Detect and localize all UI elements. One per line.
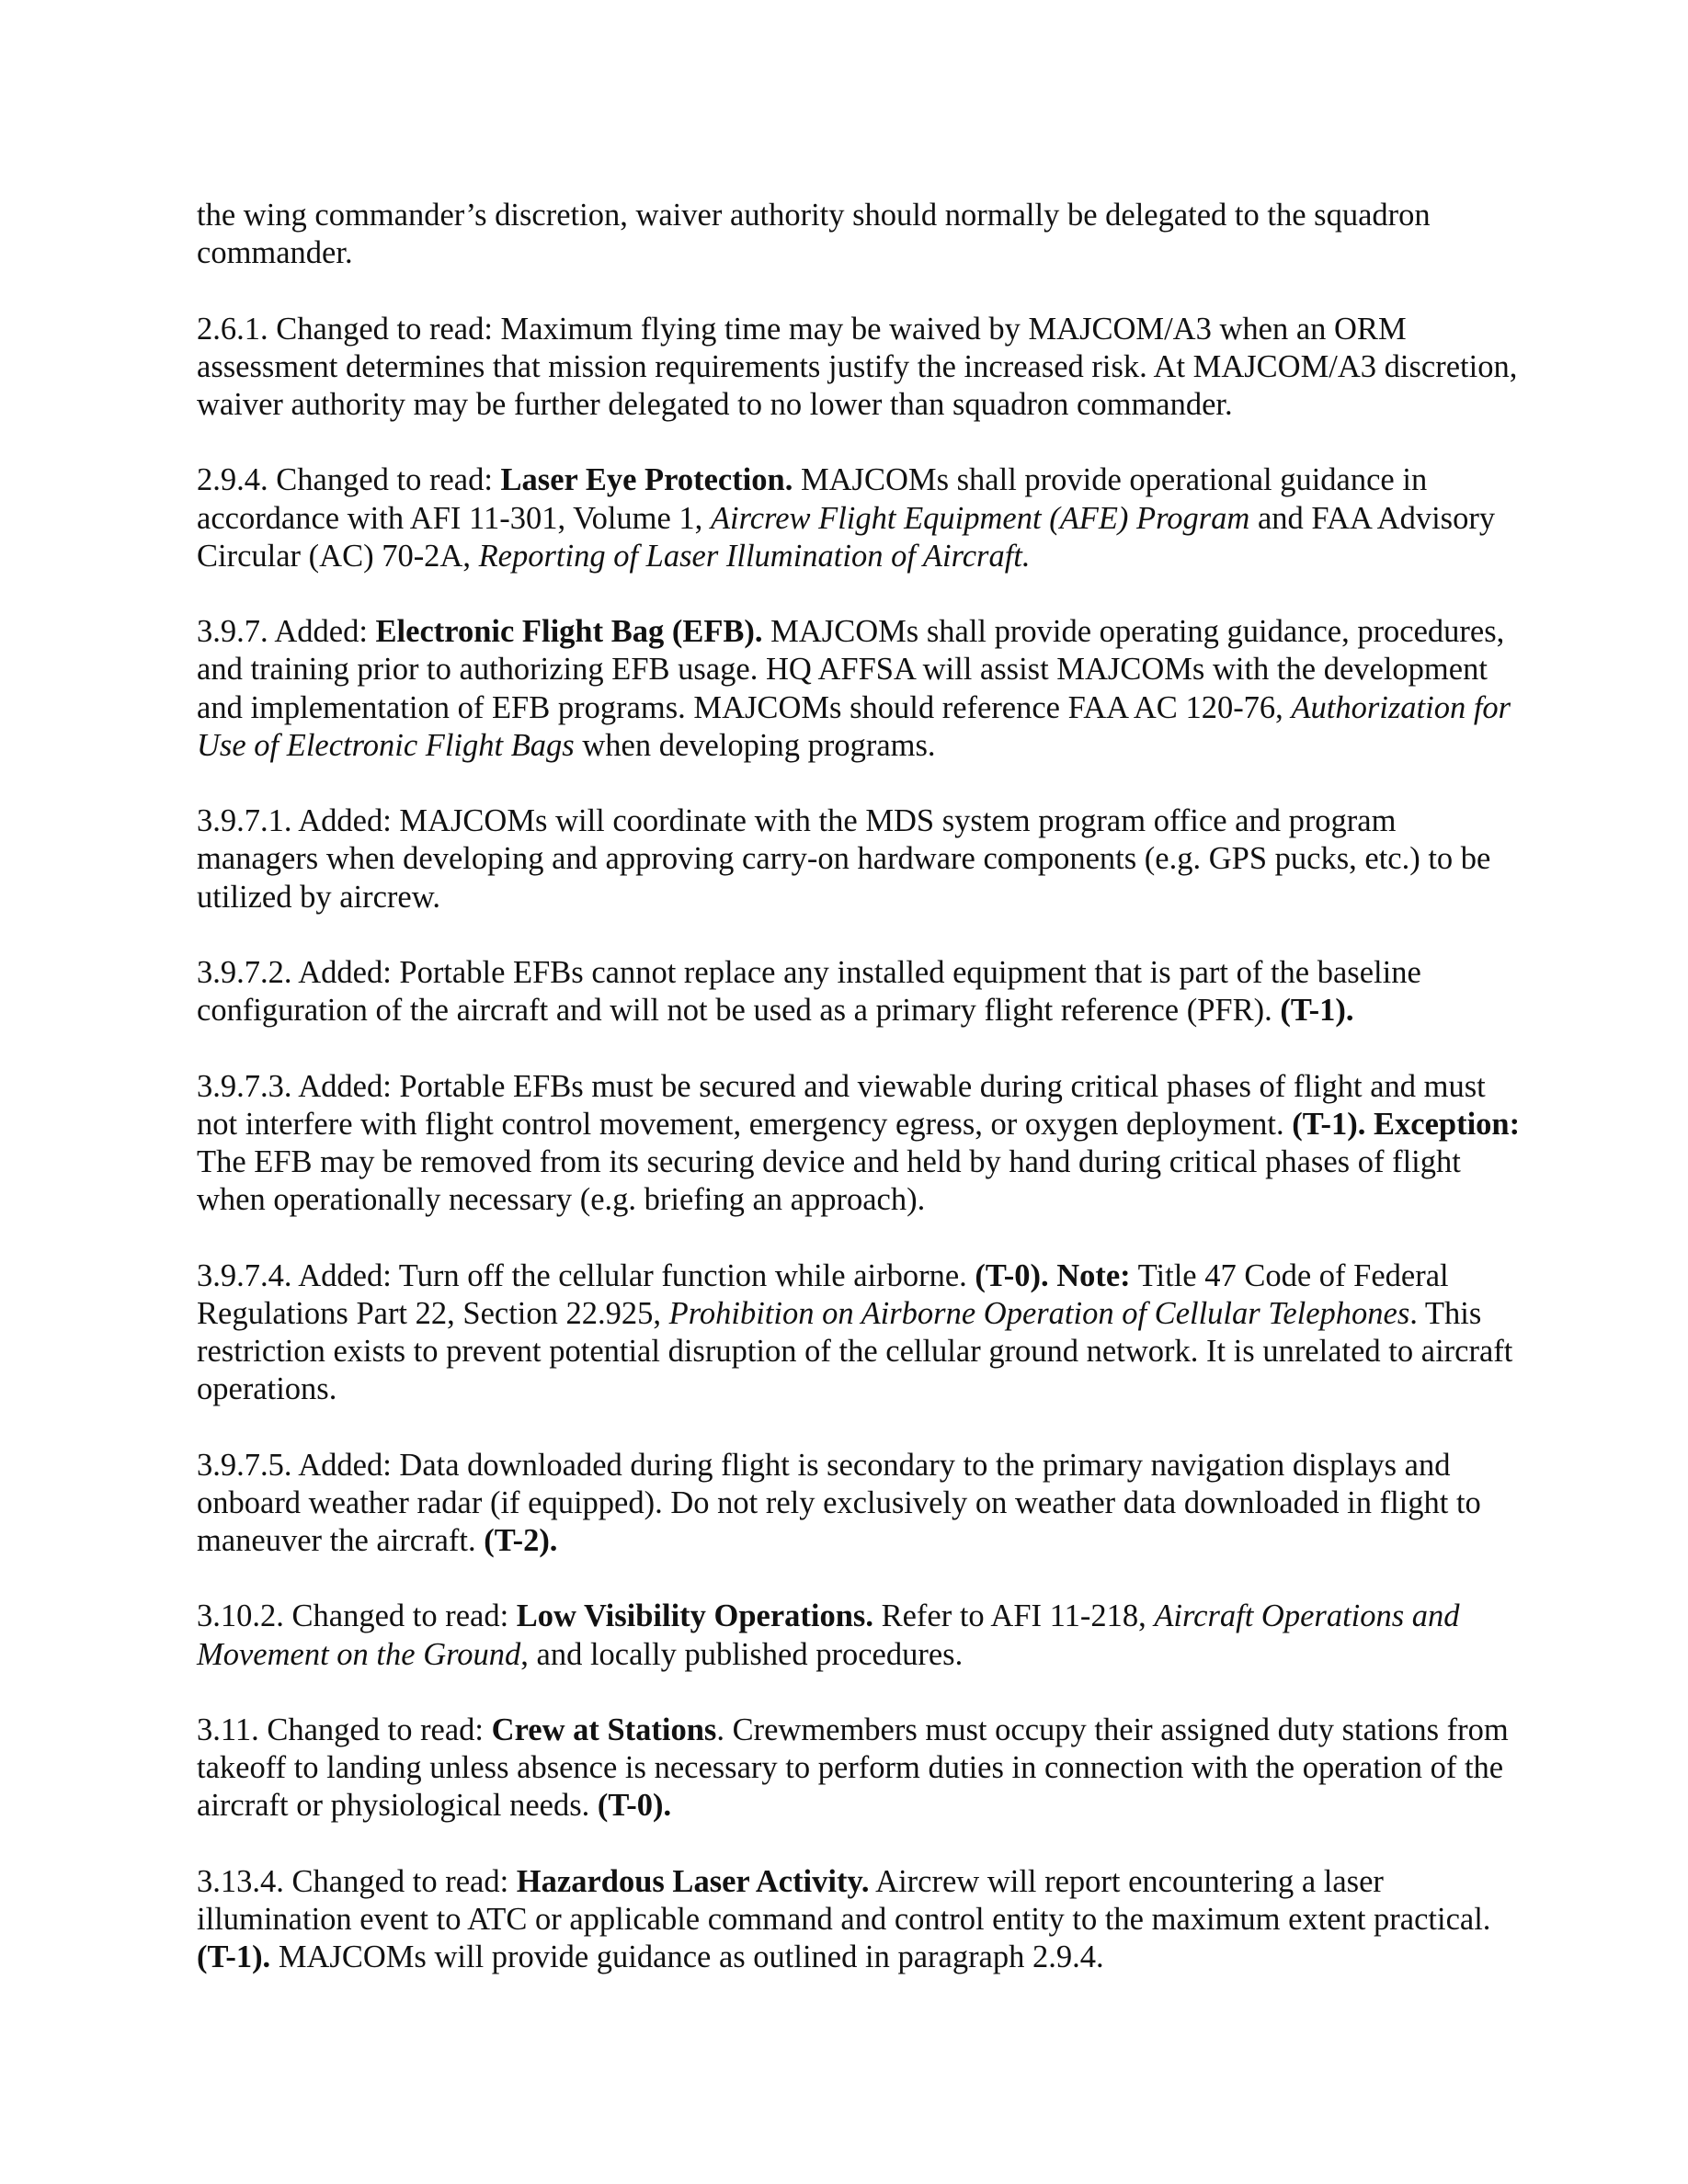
bold-text: (T-0). Note: [975,1257,1131,1293]
italic-text: Aircraft Operations and Movement on the Ground [197,1598,1460,1672]
body-text: 3.9.7.3. Added: Portable EFBs must be secured and viewable during critical phases of flight and must not interfere with flight control movement, emergency egress, or oxygen deployment. [197,1068,1486,1142]
paragraph-3-9-7-2 [197,954,1521,1029]
body-text: 3.9.7.1. Added: MAJCOMs will coordinate with the MDS system program office and program managers when developing and approving carry-on hardware components (e.g. GPS pucks, etc.) to be utilized by aircrew. [197,803,1491,915]
body-text: and FAA Advisory Circular (AC) 70-2A, [197,500,1496,574]
body-text: , and locally published procedures. [520,1636,964,1672]
paragraph-2-9-4 [197,461,1521,575]
paragraph-2-6-1 [197,311,1521,425]
body-text: 3.9.7.2. Added: Portable EFBs cannot replace any installed equipment that is part of the baseline configuration of the aircraft and will not be used as a primary flight reference (PFR). [197,954,1421,1029]
body-text: when developing programs. [574,727,936,763]
italic-text: Aircrew Flight Equipment (AFE) Program [710,500,1250,536]
body-text: 2.9.4. Changed to read: [197,462,501,498]
paragraph-3-13-4 [197,1863,1521,1977]
bold-text: Hazardous Laser Activity. [516,1863,870,1899]
italic-text: Prohibition on Airborne Operation of Cellular Telephones [668,1295,1410,1331]
paragraph-3-9-7-4 [197,1257,1521,1409]
body-text: . Crewmembers must occupy their assigned duty stations from takeoff to landing unless absence is necessary to perform duties in connection with the operation of the aircraft or physiological needs. [197,1712,1509,1824]
italic-text: Authorization for Use of Electronic Flight Bags [197,689,1511,763]
bold-text: Crew at Stations [491,1712,717,1747]
body-text: MAJCOMs will provide guidance as outlined in paragraph 2.9.4. [270,1939,1104,1975]
bold-text: Laser Eye Protection. [500,462,793,498]
bold-text: (T-0). [597,1788,672,1824]
paragraph-continuation [197,197,1521,272]
paragraph-3-11 [197,1712,1521,1826]
body-text: 2.6.1. Changed to read: Maximum flying time may be waived by MAJCOM/A3 when an ORM assessment determines that mission requirements justify the increased risk. At MAJCOM/A3 discretion, waiver authority may be further delegated to no lower than squadron commander. [197,311,1518,422]
body-text: 3.13.4. Changed to read: [197,1863,517,1899]
document-body [197,197,1521,2015]
bold-text: (T-1). Exception: [1292,1106,1521,1142]
body-text: 3.9.7. Added: [197,614,376,650]
bold-text: (T-1). [197,1939,271,1975]
bold-text: Low Visibility Operations. [516,1598,873,1634]
body-text: Title 47 Code of Federal Regulations Part 22, Section 22.925, [197,1257,1449,1331]
paragraph-3-9-7-5 [197,1447,1521,1561]
body-text: Refer to AFI 11-218, [873,1598,1155,1634]
body-text: the wing commander’s discretion, waiver authority should normally be delegated to the squadron commander. [197,198,1431,271]
body-text: MAJCOMs shall provide operational guidance in accordance with AFI 11-301, Volume 1, [197,462,1428,536]
paragraph-3-9-7-3 [197,1068,1521,1220]
paragraph-3-9-7-1 [197,802,1521,916]
body-text: 3.11. Changed to read: [197,1712,492,1747]
body-text: 3.9.7.4. Added: Turn off the cellular function while airborne. [197,1257,975,1293]
italic-text: Reporting of Laser Illumination of Aircraft. [478,538,1031,574]
body-text: 3.10.2. Changed to read: [197,1598,517,1634]
body-text: . This restriction exists to prevent potential disruption of the cellular ground network. It is unrelated to aircraft operations. [197,1295,1513,1407]
bold-text: (T-1). [1280,993,1354,1029]
body-text: The EFB may be removed from its securing device and held by hand during critical phases of flight when operationally necessary (e.g. briefing an approach). [197,1143,1461,1218]
bold-text: (T-2). [484,1522,558,1558]
bold-text: Electronic Flight Bag (EFB). [375,614,763,650]
body-text: 3.9.7.5. Added: Data downloaded during flight is secondary to the primary navigation displays and onboard weather radar (if equipped). Do not rely exclusively on weather data downloaded in flight to maneuver the aircraft. [197,1447,1481,1558]
paragraph-3-9-7 [197,613,1521,765]
body-text: Aircrew will report encountering a laser illumination event to ATC or applicable command and control entity to the maximum extent practical. [197,1863,1491,1937]
paragraph-3-10-2 [197,1598,1521,1673]
body-text: MAJCOMs shall provide operating guidance, procedures, and training prior to authorizing EFB usage. HQ AFFSA will assist MAJCOMs with the development and implementation of EFB programs. MAJCOMs should reference FAA AC 120-76, [197,614,1505,725]
